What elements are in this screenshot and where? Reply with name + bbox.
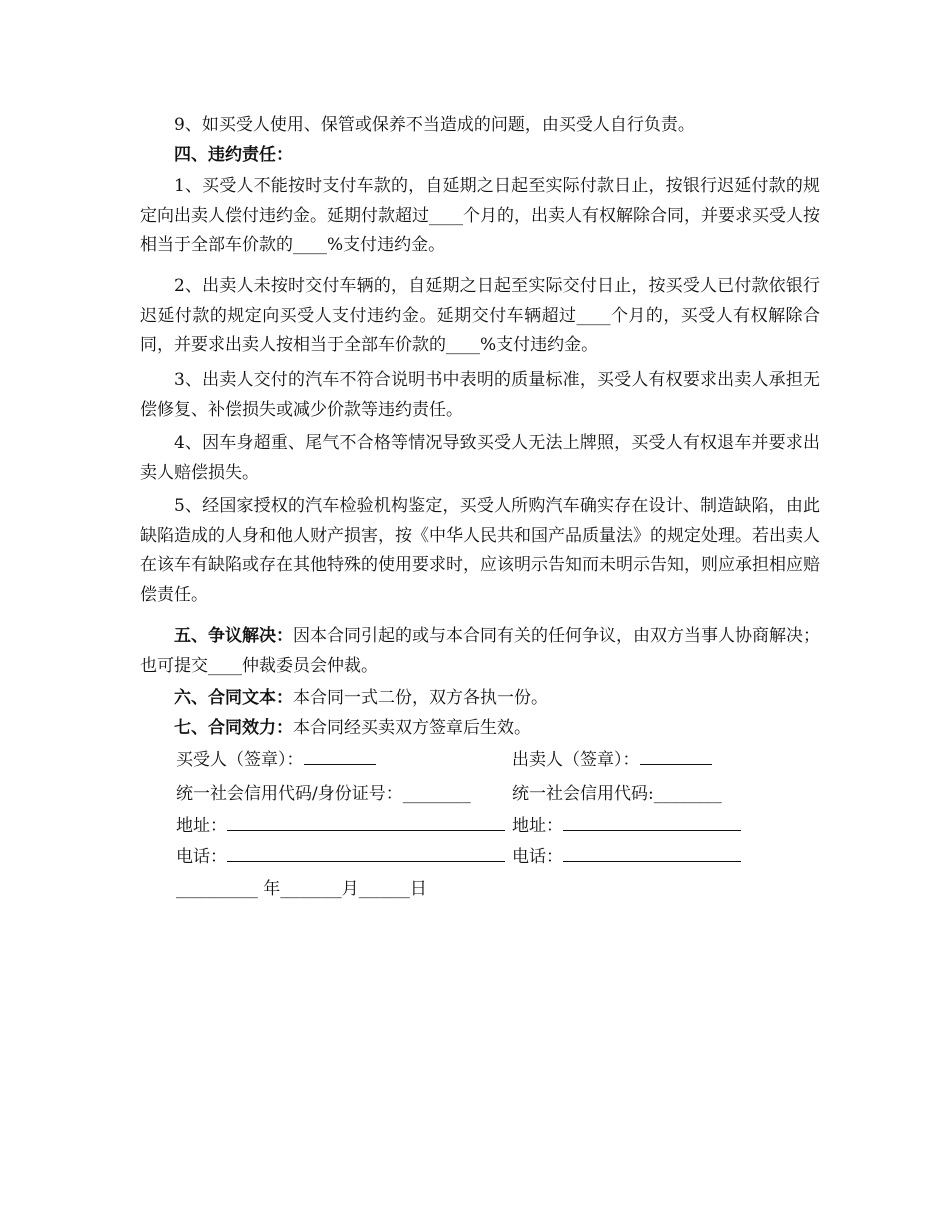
buyer-id-label: 统一社会信用代码/身份证号：________ xyxy=(176,784,471,804)
seller-phone-blank[interactable] xyxy=(563,844,741,862)
buyer-signature-label: 买受人（签章）： xyxy=(176,750,304,770)
seller-signature-line xyxy=(512,746,712,776)
breach-clause-5: 5、经国家授权的汽车检验机构鉴定，买受人所购汽车确实存在设计、制造缺陷，由此缺陷造成的人身和他人财产损害，按《中华人民共和国产品质量法》的规定处理。若出卖人在该车有缺陷或存在其他特殊的使用要求时，应该明示告知而未明示告知，则应承担相应赔偿责任。 xyxy=(140,496,820,605)
buyer-signature-blank[interactable] xyxy=(304,747,376,765)
contract-text-clause xyxy=(140,684,820,714)
clause-9: 9、如买受人使用、保管或保养不当造成的问题，由买受人自行负责。 xyxy=(174,115,695,135)
contract-effect-body: 本合同经买卖双方签章后生效。 xyxy=(293,718,531,738)
date-day-label: 日 xyxy=(409,879,427,899)
date-year-blank[interactable]: ________ xyxy=(176,879,258,899)
buyer-signature-line xyxy=(176,746,376,776)
contract-text-heading: 六、合同文本： xyxy=(174,688,293,708)
buyer-phone-label: 电话： xyxy=(176,847,227,867)
date-line xyxy=(176,875,427,905)
seller-id-line xyxy=(512,780,722,810)
seller-address-line xyxy=(512,812,741,842)
section-heading-breach: 四、违约责任： xyxy=(174,145,293,165)
breach-clause-3: 3、出卖人交付的汽车不符合说明书中表明的质量标准，买受人有权要求出卖人承担无偿修复、补偿损失或减少价款等违约责任。 xyxy=(140,370,820,420)
seller-signature-label: 出卖人（签章）： xyxy=(512,750,640,770)
buyer-id-line xyxy=(176,780,471,810)
dispute-text: 因本合同引起的或与本合同有关的任何争议，由双方当事人协商解决；也可提交____仲裁委员会仲裁。 xyxy=(140,626,820,676)
buyer-address-line xyxy=(176,812,505,842)
buyer-address-blank[interactable] xyxy=(227,813,505,831)
seller-address-label: 地址： xyxy=(512,816,563,836)
seller-id-label: 统一社会信用代码:________ xyxy=(512,784,722,804)
breach-clause-1: 1、买受人不能按时支付车款的，自延期之日起至实际付款日止，按银行迟延付款的规定向出卖人偿付违约金。延期付款超过____个月的，出卖人有权解除合同，并要求买受人按相当于全部车价款的____%支付违约金。 xyxy=(140,176,820,255)
contract-effect-clause xyxy=(140,714,820,744)
buyer-phone-line xyxy=(176,843,505,873)
seller-address-blank[interactable] xyxy=(563,813,741,831)
dispute-resolution xyxy=(140,622,820,681)
date-year-label: 年 xyxy=(263,879,281,899)
seller-phone-label: 电话： xyxy=(512,847,563,867)
seller-phone-line xyxy=(512,843,741,873)
contract-effect-heading: 七、合同效力： xyxy=(174,718,293,738)
buyer-phone-blank[interactable] xyxy=(227,844,505,862)
contract-text-body: 本合同一式二份，双方各执一份。 xyxy=(293,688,548,708)
date-day-blank[interactable]: _____ xyxy=(358,879,410,899)
date-month-label: 月 xyxy=(341,879,359,899)
buyer-address-label: 地址： xyxy=(176,816,227,836)
breach-clause-4: 4、因车身超重、尾气不合格等情况导致买受人无法上牌照，买受人有权退车并要求出卖人赔偿损失。 xyxy=(140,433,820,483)
seller-signature-blank[interactable] xyxy=(640,747,712,765)
date-month-blank[interactable]: ______ xyxy=(280,879,342,899)
dispute-heading: 五、争议解决： xyxy=(174,626,293,646)
breach-clause-2: 2、出卖人未按时交付车辆的，自延期之日起至实际交付日止，按买受人已付款依银行迟延付款的规定向买受人支付违约金。延期交付车辆超过____个月的，买受人有权解除合同，并要求出卖人按相当于全部车价款的____%支付违约金。 xyxy=(140,276,820,355)
